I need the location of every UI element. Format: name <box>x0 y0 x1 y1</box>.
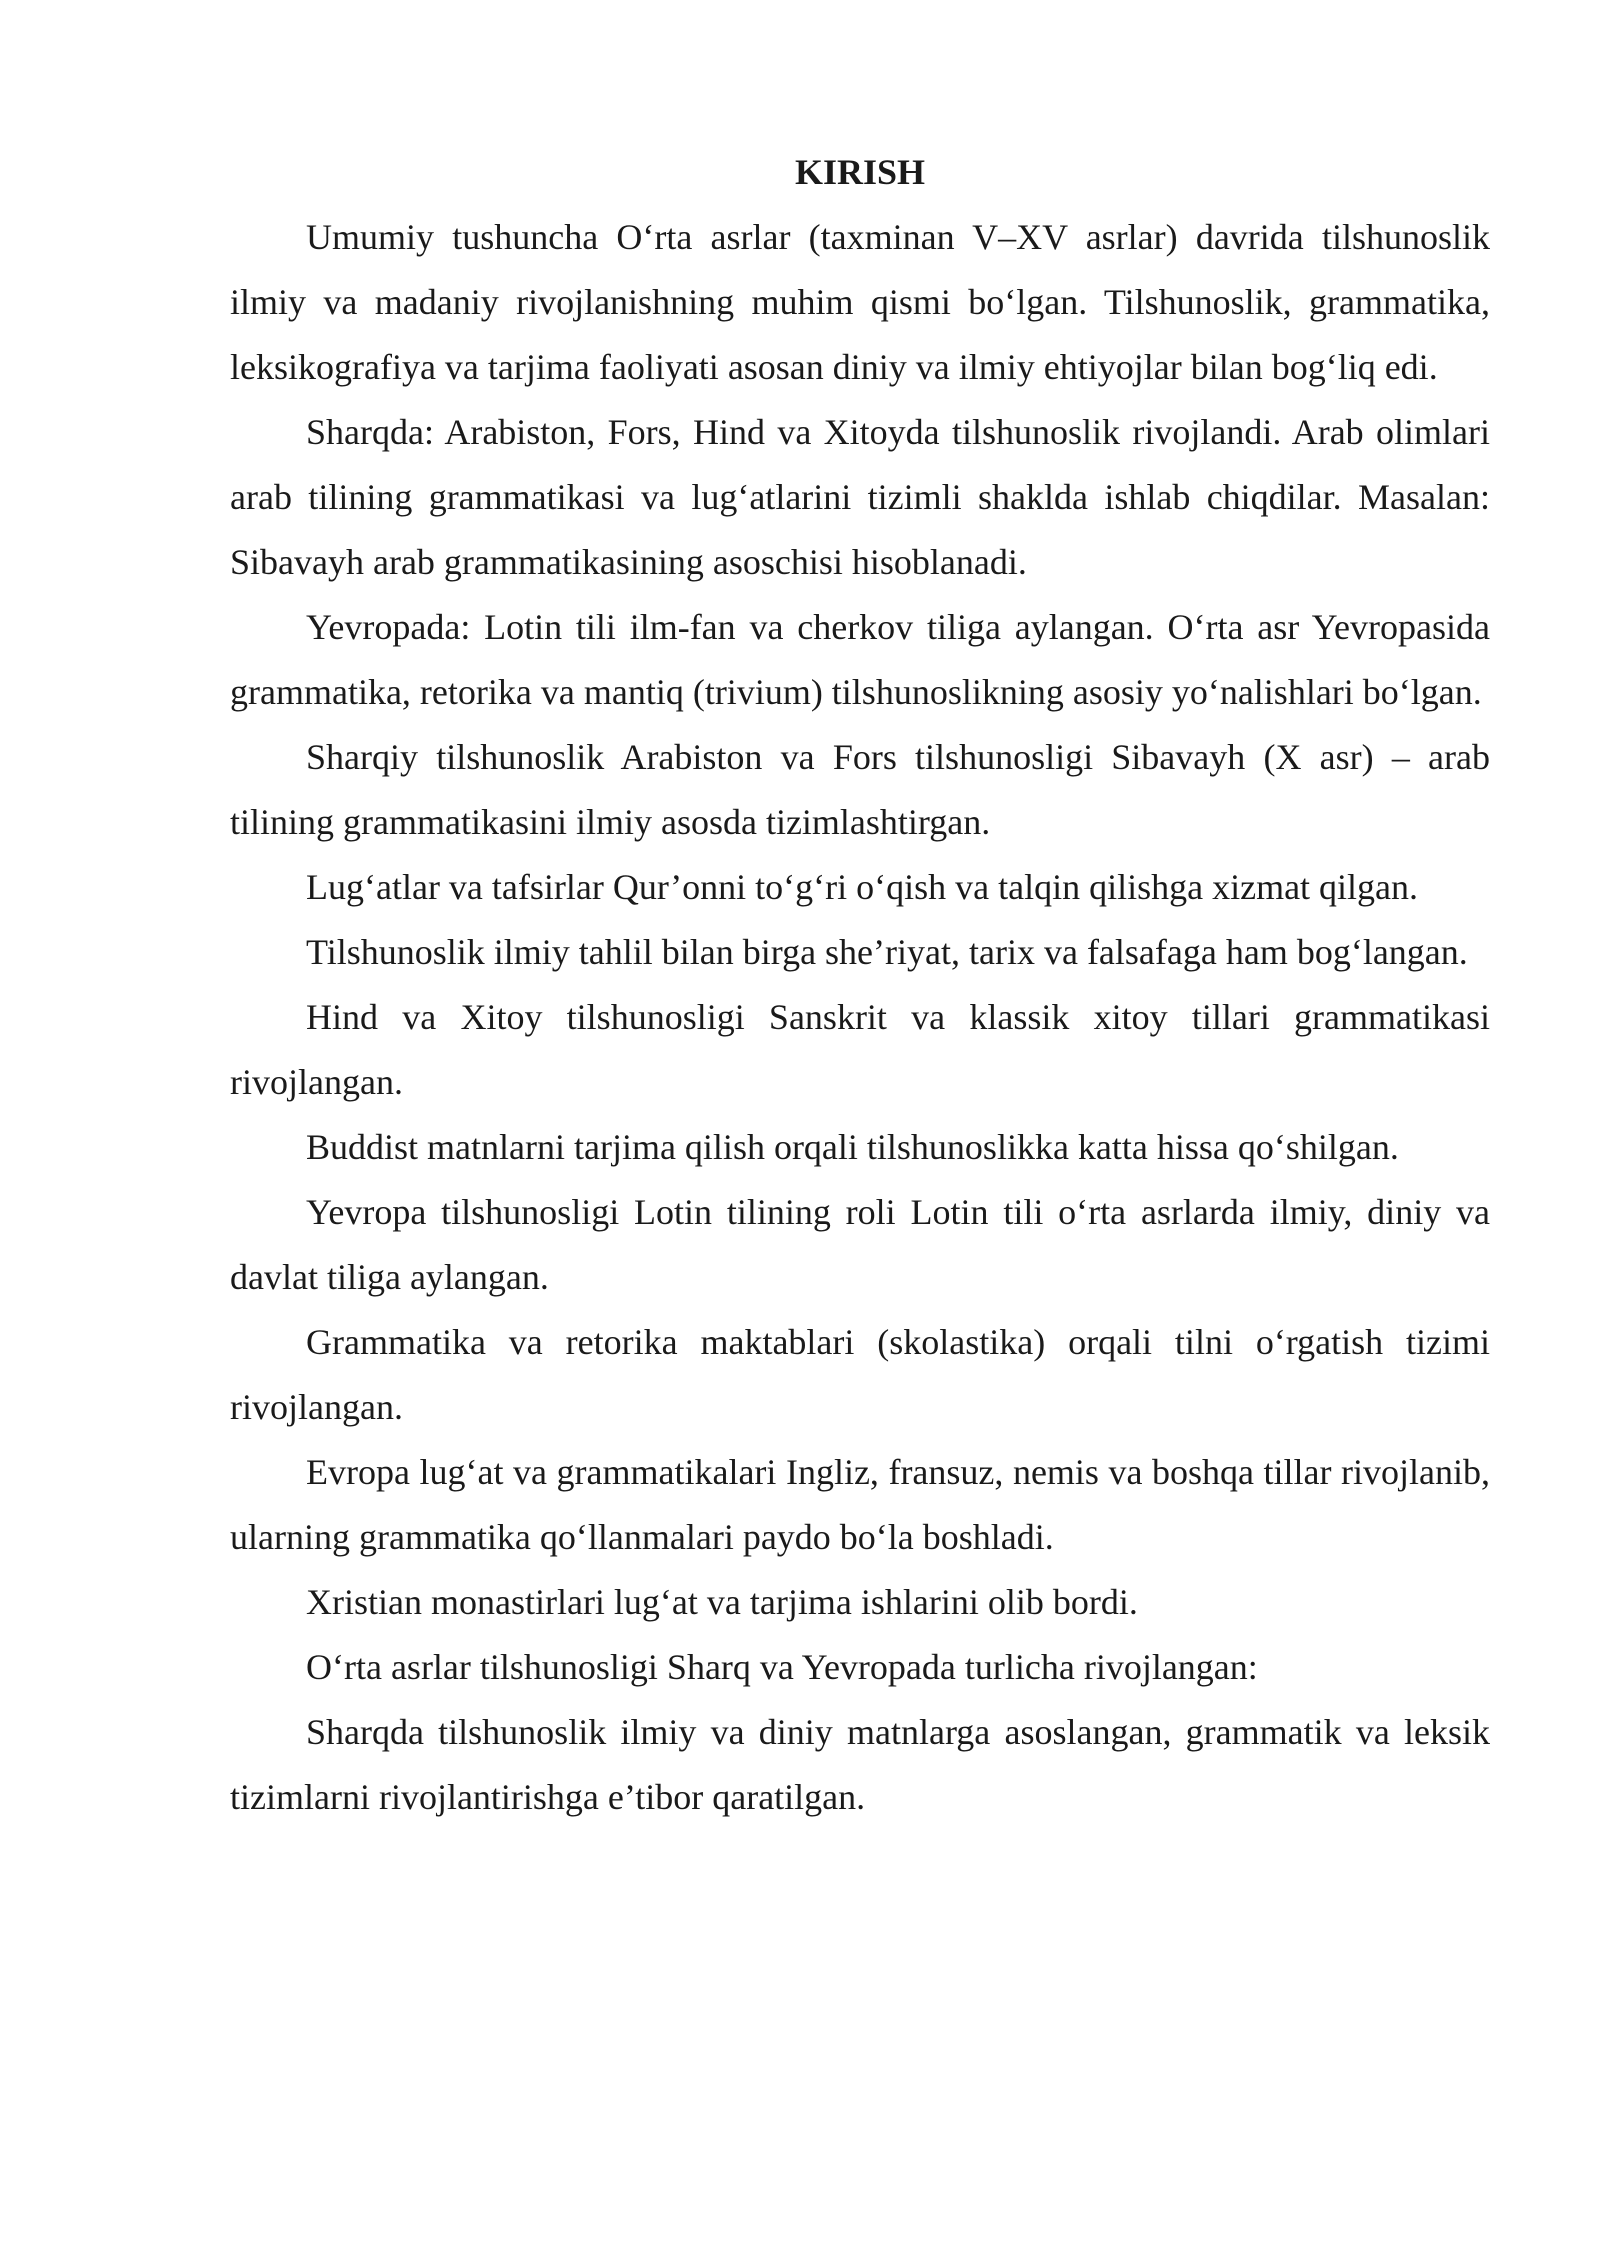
paragraph: Lug‘atlar va tafsirlar Qur’onni to‘g‘ri o‘qish va talqin qilishga xizmat qilgan. <box>306 867 1419 907</box>
paragraph: Sharqda: Arabiston, Fors, Hind va Xitoyda tilshunoslik rivojlandi. Arab olimlari arab tilining grammatikasi va lug‘atlarini tizimli shaklda ishlab chiqdilar. Masalan: Sibavayh arab grammatikasining asoschisi hisoblanadi. <box>230 412 1490 582</box>
paragraph: Umumiy tushuncha O‘rta asrlar (taxminan V–XV asrlar) davrida tilshunoslik ilmiy va madaniy rivojlanishning muhim qismi bo‘lgan. Tilshunoslik, grammatika, leksikografiya va tarjima faoliyati asosan diniy va ilmiy ehtiyojlar bilan bog‘liq edi. <box>230 217 1490 387</box>
paragraph: Tilshunoslik ilmiy tahlil bilan birga she’riyat, tarix va falsafaga ham bog‘langan. <box>306 932 1468 972</box>
paragraph: Evropa lug‘at va grammatikalari Ingliz, fransuz, nemis va boshqa tillar rivojlanib, ularning grammatika qo‘llanmalari paydo bo‘la boshladi. <box>230 1452 1490 1557</box>
paragraph: Yevropada: Lotin tili ilm-fan va cherkov tiliga aylangan. O‘rta asr Yevropasida grammatika, retorika va mantiq (trivium) tilshunoslikning asosiy yo‘nalishlari bo‘lgan. <box>230 607 1490 712</box>
paragraph: Xristian monastirlari lug‘at va tarjima ishlarini olib bordi. <box>306 1582 1138 1622</box>
paragraph: Grammatika va retorika maktablari (skolastika) orqali tilni o‘rgatish tizimi rivojlangan. <box>230 1322 1490 1427</box>
paragraph: Sharqiy tilshunoslik Arabiston va Fors tilshunosligi Sibavayh (X asr) – arab tilining grammatikasini ilmiy asosda tizimlashtirgan. <box>230 737 1490 842</box>
paragraph: Sharqda tilshunoslik ilmiy va diniy matnlarga asoslangan, grammatik va leksik tizimlarni rivojlantirishga e’tibor qaratilgan. <box>230 1712 1490 1817</box>
paragraph: O‘rta asrlar tilshunosligi Sharq va Yevropada turlicha rivojlangan: <box>306 1647 1258 1687</box>
paragraph: Buddist matnlarni tarjima qilish orqali tilshunoslikka katta hissa qo‘shilgan. <box>306 1127 1399 1167</box>
paragraph: Yevropa tilshunosligi Lotin tilining roli Lotin tili o‘rta asrlarda ilmiy, diniy va davlat tiliga aylangan. <box>230 1192 1490 1297</box>
paragraph: Hind va Xitoy tilshunosligi Sanskrit va klassik xitoy tillari grammatikasi rivojlangan. <box>230 997 1490 1102</box>
document-body <box>230 140 1490 1830</box>
page-title: KIRISH <box>794 152 926 192</box>
